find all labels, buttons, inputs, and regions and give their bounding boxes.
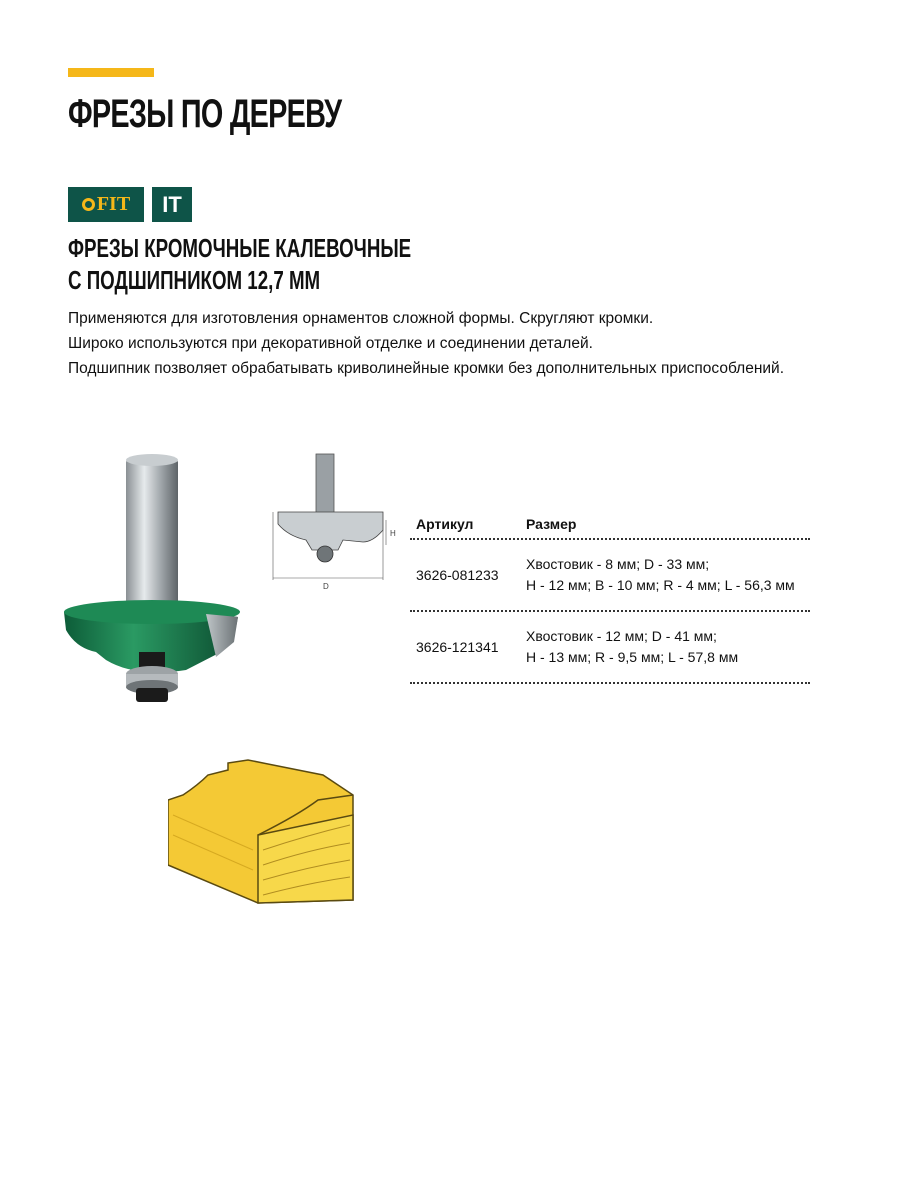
subtitle-line-2: С ПОДШИПНИКОМ 12,7 ММ	[68, 265, 321, 295]
wood-profile-image	[168, 755, 358, 905]
brand-logos	[68, 187, 192, 222]
row-size-line: H - 12 мм; B - 10 мм; R - 4 мм; L - 56,3 мм	[526, 577, 795, 593]
row-size-line: Хвостовик - 8 мм; D - 33 мм;	[526, 556, 710, 572]
fit-logo	[68, 187, 144, 222]
row-size	[526, 626, 810, 668]
table-row	[410, 612, 810, 682]
router-bit-image	[56, 452, 246, 712]
row-size	[526, 554, 810, 596]
description-line: Подшипник позволяет обрабатывать криволинейные кромки без дополнительных приспособлений.	[68, 360, 784, 377]
row-size-line: Хвостовик - 12 мм; D - 41 мм;	[526, 628, 717, 644]
spec-table	[410, 510, 810, 684]
row-article: 3626-121341	[416, 639, 499, 655]
subtitle-line-1: ФРЕЗЫ КРОМОЧНЫЕ КАЛЕВОЧНЫЕ	[68, 233, 412, 263]
it-logo: IT	[152, 187, 192, 222]
description-line: Широко используются при декоративной отделке и соединении деталей.	[68, 335, 593, 352]
product-subtitle	[68, 232, 411, 296]
divider	[410, 682, 810, 684]
table-row	[410, 540, 810, 610]
header-article: Артикул	[416, 516, 474, 532]
accent-bar	[68, 68, 154, 77]
row-size-line: H - 13 мм; R - 9,5 мм; L - 57,8 мм	[526, 649, 739, 665]
schematic-label-h: H	[390, 529, 396, 538]
table-header	[410, 510, 810, 538]
fit-logo-ring-icon	[82, 198, 95, 211]
schematic-label-d: D	[323, 582, 329, 591]
description-line: Применяются для изготовления орнаментов сложной формы. Скругляют кромки.	[68, 310, 654, 327]
page-title: ФРЕЗЫ ПО ДЕРЕВУ	[68, 92, 342, 136]
header-size: Размер	[526, 516, 577, 532]
fit-logo-text: FIT	[96, 193, 131, 215]
row-article: 3626-081233	[416, 567, 499, 583]
router-bit-schematic	[268, 450, 398, 600]
product-description	[68, 306, 784, 381]
